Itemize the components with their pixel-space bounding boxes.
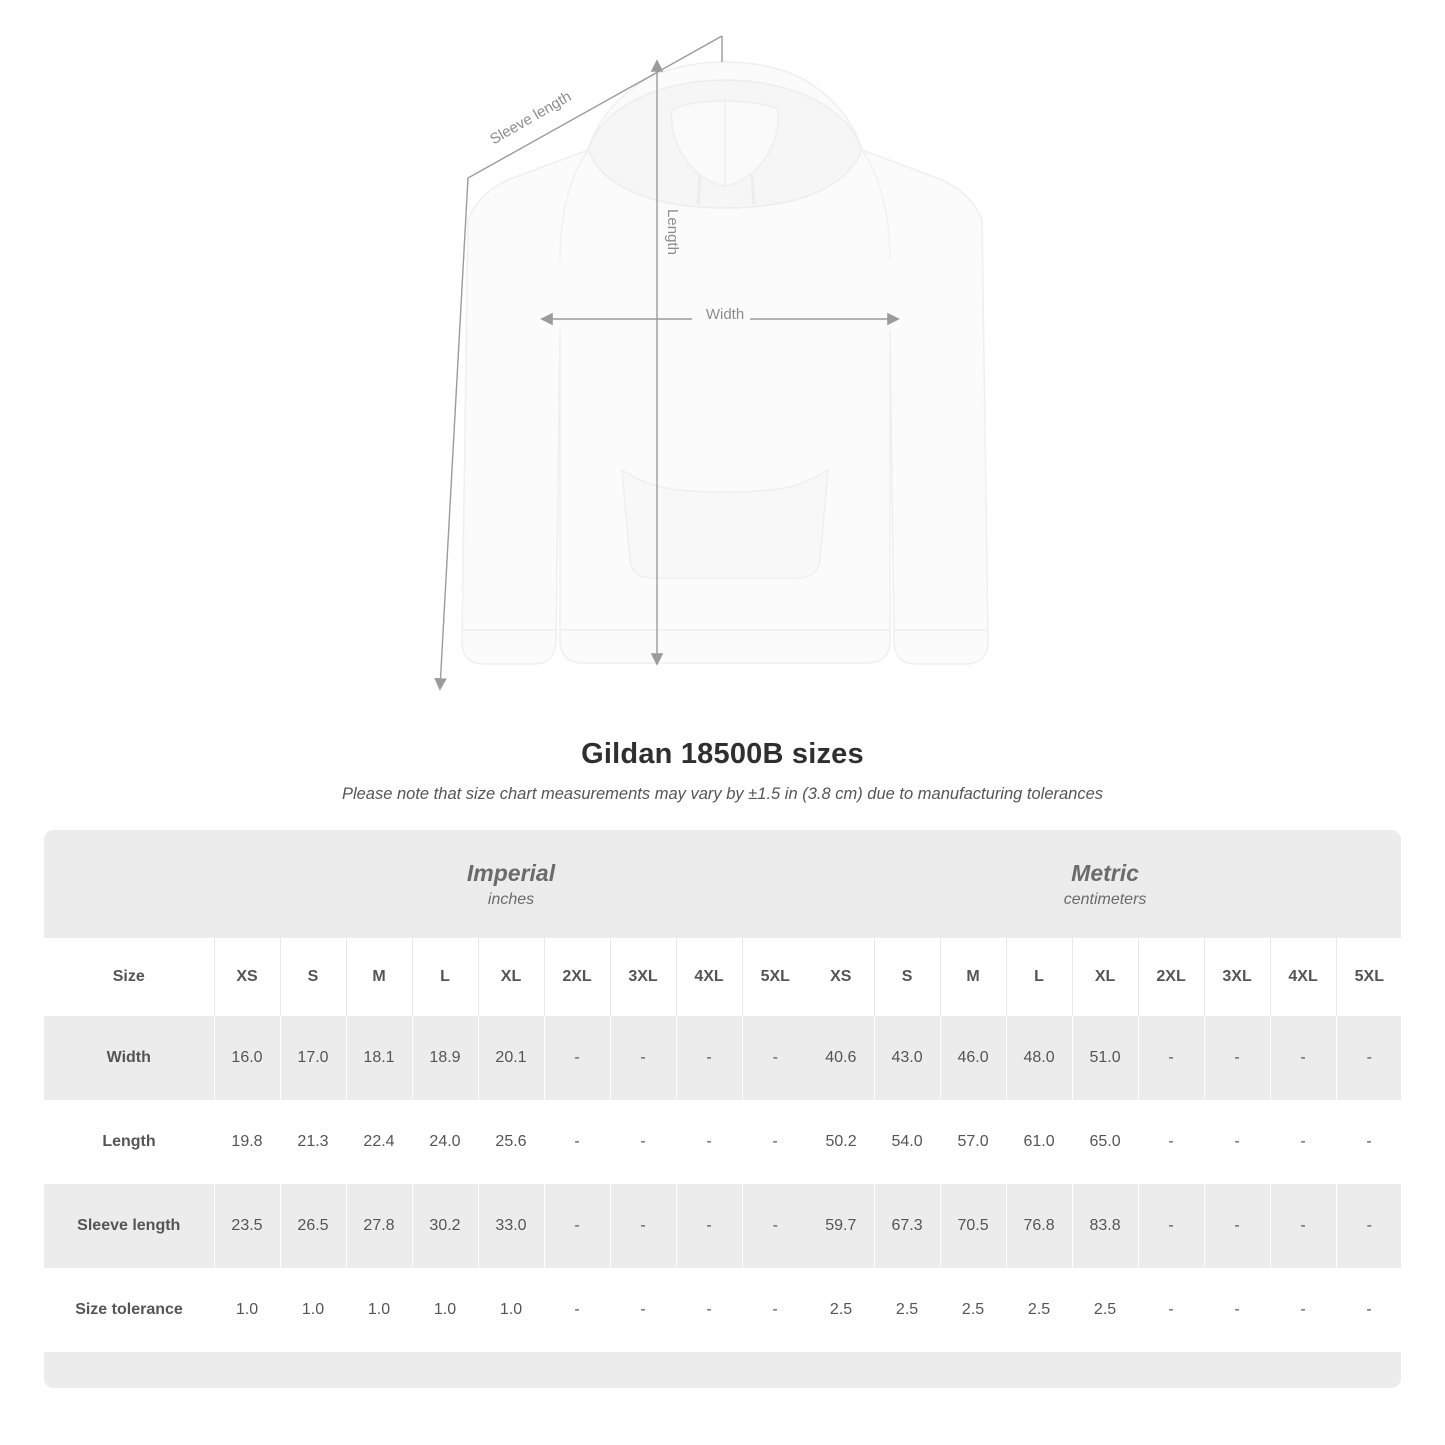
cell-tolerance-imperial-xl: 1.0	[478, 1268, 544, 1352]
cell-tolerance-imperial-m: 1.0	[346, 1268, 412, 1352]
unit-system-metric	[808, 830, 1401, 938]
table-row	[44, 1184, 1401, 1268]
size-header-metric-s: S	[874, 938, 940, 1016]
cell-width-imperial-4xl: -	[676, 1016, 742, 1100]
cell-length-metric-xs: 50.2	[808, 1100, 874, 1184]
cell-width-imperial-5xl: -	[742, 1016, 808, 1100]
cell-width-metric-xs: 40.6	[808, 1016, 874, 1100]
unit-system-imperial	[214, 830, 808, 938]
cell-tolerance-metric-3xl: -	[1204, 1268, 1270, 1352]
row-label-length: Length	[44, 1100, 214, 1184]
cell-width-metric-s: 43.0	[874, 1016, 940, 1100]
cell-length-imperial-3xl: -	[610, 1100, 676, 1184]
cell-length-imperial-4xl: -	[676, 1100, 742, 1184]
cell-tolerance-metric-l: 2.5	[1006, 1268, 1072, 1352]
cell-length-metric-3xl: -	[1204, 1100, 1270, 1184]
size-header-row	[44, 938, 1401, 1016]
table-row	[44, 1100, 1401, 1184]
cell-length-metric-4xl: -	[1270, 1100, 1336, 1184]
size-header-metric-2xl: 2XL	[1138, 938, 1204, 1016]
cell-sleeve-imperial-3xl: -	[610, 1184, 676, 1268]
unit-system-row	[44, 830, 1401, 938]
size-header-metric-3xl: 3XL	[1204, 938, 1270, 1016]
size-header-imperial-xs: XS	[214, 938, 280, 1016]
size-header-imperial-xl: XL	[478, 938, 544, 1016]
cell-sleeve-imperial-2xl: -	[544, 1184, 610, 1268]
size-header-label: Size	[44, 938, 214, 1016]
sleeve-length-label: Sleeve length	[487, 88, 575, 149]
size-header-metric-xs: XS	[808, 938, 874, 1016]
size-header-imperial-m: M	[346, 938, 412, 1016]
cell-width-metric-4xl: -	[1270, 1016, 1336, 1100]
width-label: Width	[705, 305, 745, 323]
cell-length-metric-2xl: -	[1138, 1100, 1204, 1184]
size-header-metric-5xl: 5XL	[1336, 938, 1401, 1016]
size-header-imperial-s: S	[280, 938, 346, 1016]
cell-width-imperial-2xl: -	[544, 1016, 610, 1100]
cell-sleeve-metric-s: 67.3	[874, 1184, 940, 1268]
cell-width-metric-m: 46.0	[940, 1016, 1006, 1100]
cell-sleeve-metric-5xl: -	[1336, 1184, 1401, 1268]
cell-sleeve-metric-xs: 59.7	[808, 1184, 874, 1268]
table-row	[44, 1016, 1401, 1100]
cell-sleeve-imperial-5xl: -	[742, 1184, 808, 1268]
cell-tolerance-imperial-xs: 1.0	[214, 1268, 280, 1352]
cell-tolerance-imperial-5xl: -	[742, 1268, 808, 1352]
metric-unit: centimeters	[1063, 891, 1147, 909]
cell-length-imperial-l: 24.0	[412, 1100, 478, 1184]
table-footer-band	[44, 1352, 1401, 1388]
unit-system-spacer	[44, 830, 214, 938]
cell-sleeve-imperial-l: 30.2	[412, 1184, 478, 1268]
cell-width-metric-3xl: -	[1204, 1016, 1270, 1100]
cell-sleeve-imperial-xl: 33.0	[478, 1184, 544, 1268]
size-header-metric-4xl: 4XL	[1270, 938, 1336, 1016]
size-table	[44, 830, 1401, 1388]
cell-length-imperial-5xl: -	[742, 1100, 808, 1184]
cell-length-metric-5xl: -	[1336, 1100, 1401, 1184]
cell-tolerance-metric-2xl: -	[1138, 1268, 1204, 1352]
title-block	[0, 738, 1445, 804]
cell-tolerance-metric-5xl: -	[1336, 1268, 1401, 1352]
cell-length-metric-m: 57.0	[940, 1100, 1006, 1184]
cell-tolerance-metric-xl: 2.5	[1072, 1268, 1138, 1352]
cell-width-metric-xl: 51.0	[1072, 1016, 1138, 1100]
cell-length-imperial-m: 22.4	[346, 1100, 412, 1184]
size-header-metric-l: L	[1006, 938, 1072, 1016]
cell-sleeve-metric-l: 76.8	[1006, 1184, 1072, 1268]
cell-sleeve-imperial-m: 27.8	[346, 1184, 412, 1268]
size-header-metric-xl: XL	[1072, 938, 1138, 1016]
cell-width-metric-2xl: -	[1138, 1016, 1204, 1100]
size-header-imperial-l: L	[412, 938, 478, 1016]
cell-tolerance-metric-s: 2.5	[874, 1268, 940, 1352]
hoodie-shape	[462, 62, 988, 664]
size-header-imperial-2xl: 2XL	[544, 938, 610, 1016]
imperial-unit: inches	[487, 891, 535, 909]
size-table-container	[44, 830, 1401, 1388]
cell-tolerance-metric-4xl: -	[1270, 1268, 1336, 1352]
cell-tolerance-imperial-4xl: -	[676, 1268, 742, 1352]
length-label: Length	[664, 209, 681, 255]
size-header-imperial-5xl: 5XL	[742, 938, 808, 1016]
page-title: Gildan 18500B sizes	[581, 738, 864, 770]
cell-sleeve-imperial-s: 26.5	[280, 1184, 346, 1268]
cell-tolerance-imperial-s: 1.0	[280, 1268, 346, 1352]
cell-length-imperial-xl: 25.6	[478, 1100, 544, 1184]
metric-name: Metric	[1071, 859, 1139, 886]
cell-sleeve-metric-4xl: -	[1270, 1184, 1336, 1268]
imperial-name: Imperial	[466, 859, 556, 886]
size-header-imperial-3xl: 3XL	[610, 938, 676, 1016]
cell-tolerance-imperial-3xl: -	[610, 1268, 676, 1352]
cell-sleeve-metric-2xl: -	[1138, 1184, 1204, 1268]
cell-sleeve-metric-3xl: -	[1204, 1184, 1270, 1268]
cell-width-metric-l: 48.0	[1006, 1016, 1072, 1100]
cell-length-imperial-xs: 19.8	[214, 1100, 280, 1184]
cell-sleeve-imperial-4xl: -	[676, 1184, 742, 1268]
cell-tolerance-metric-xs: 2.5	[808, 1268, 874, 1352]
size-header-metric-m: M	[940, 938, 1006, 1016]
cell-sleeve-metric-m: 70.5	[940, 1184, 1006, 1268]
row-label-width: Width	[44, 1016, 214, 1100]
tolerance-note: Please note that size chart measurements may vary by ±1.5 in (3.8 cm) due to manufacturing tolerances	[341, 785, 1104, 803]
cell-width-imperial-3xl: -	[610, 1016, 676, 1100]
cell-tolerance-metric-m: 2.5	[940, 1268, 1006, 1352]
cell-width-imperial-xl: 20.1	[478, 1016, 544, 1100]
cell-length-metric-s: 54.0	[874, 1100, 940, 1184]
cell-length-imperial-2xl: -	[544, 1100, 610, 1184]
cell-width-imperial-s: 17.0	[280, 1016, 346, 1100]
row-label-size-tolerance: Size tolerance	[44, 1268, 214, 1352]
row-label-sleeve-length: Sleeve length	[44, 1184, 214, 1268]
size-header-imperial-4xl: 4XL	[676, 938, 742, 1016]
table-row	[44, 1268, 1401, 1352]
cell-width-imperial-xs: 16.0	[214, 1016, 280, 1100]
cell-width-metric-5xl: -	[1336, 1016, 1401, 1100]
cell-length-metric-xl: 65.0	[1072, 1100, 1138, 1184]
cell-sleeve-imperial-xs: 23.5	[214, 1184, 280, 1268]
cell-width-imperial-m: 18.1	[346, 1016, 412, 1100]
table-footer-cell	[44, 1352, 1401, 1388]
cell-sleeve-metric-xl: 83.8	[1072, 1184, 1138, 1268]
cell-length-metric-l: 61.0	[1006, 1100, 1072, 1184]
cell-tolerance-imperial-2xl: -	[544, 1268, 610, 1352]
cell-tolerance-imperial-l: 1.0	[412, 1268, 478, 1352]
cell-width-imperial-l: 18.9	[412, 1016, 478, 1100]
cell-length-imperial-s: 21.3	[280, 1100, 346, 1184]
